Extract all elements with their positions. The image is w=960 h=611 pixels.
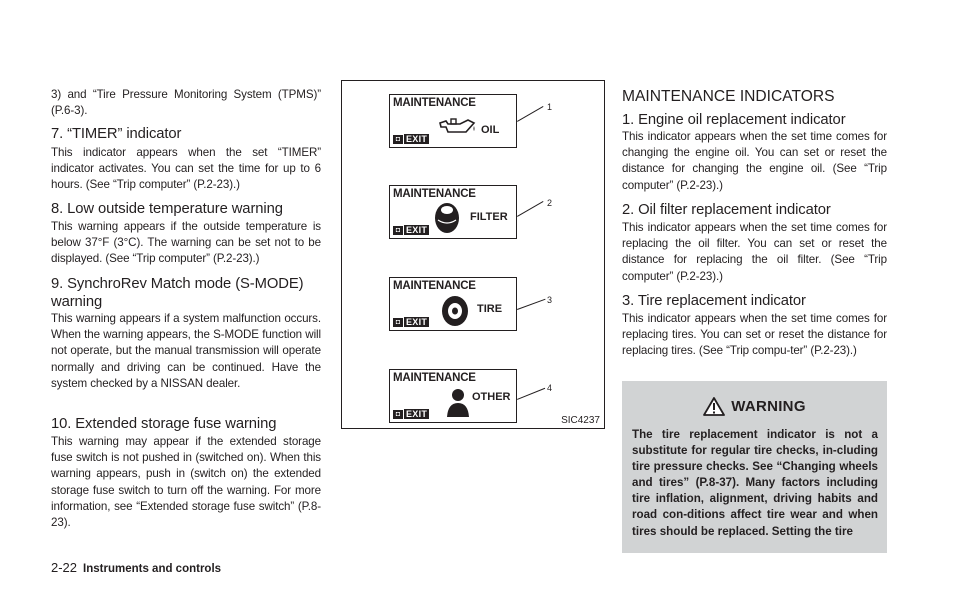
intro-paragraph: 3) and “Tire Pressure Monitoring System (TPMS)” (P.6-3). [51, 88, 321, 118]
lcd-label-tire: TIRE [477, 303, 503, 315]
exit-icon: ◘ [393, 135, 403, 144]
section-name: Instruments and controls [83, 563, 222, 575]
lcd-title: MAINTENANCE [393, 372, 476, 384]
lcd-title: MAINTENANCE [393, 188, 476, 200]
exit-icon: ◘ [393, 226, 403, 235]
warning-title: WARNING [731, 397, 806, 415]
page-footer [51, 560, 221, 575]
exit-icon: ◘ [393, 318, 403, 327]
oil-can-icon [438, 115, 478, 137]
lcd-panel-filter [389, 185, 517, 239]
exit-indicator: ◘ EXIT [393, 409, 429, 419]
exit-icon: ◘ [393, 410, 403, 419]
lcd-panel-tire [389, 277, 517, 331]
warning-header [622, 394, 887, 418]
paragraph-fuse: This warning may appear if the extended storage fuse switch is not pushed in (switched on). When this warning appears, push in (switch on) the extended storage fuse switch to turn off the warning. For more information, see “Extended storage fuse switch” (P.8-23). [51, 435, 321, 530]
section-heading: MAINTENANCE INDICATORS [622, 88, 835, 105]
maintenance-display-figure [341, 80, 605, 429]
warning-box [622, 381, 887, 553]
heading-oil-filter: 2. Oil filter replacement indicator [622, 202, 831, 218]
heading-low-temp: 8. Low outside temperature warning [51, 201, 283, 217]
paragraph-tire: This indicator appears when the set time comes for replacing tires. You can set or reset the distance for replacing tires. (See “Trip compu-ter” (P.2-23).) [622, 312, 887, 358]
paragraph-engine-oil: This indicator appears when the set time comes for changing the engine oil. You can set or reset the distance for changing the engine oil. (See “Trip computer” (P.2-23).) [622, 130, 887, 192]
callout-3: 3 [547, 295, 553, 305]
heading-s-mode: 9. SynchroRev Match mode (S-MODE) warning [51, 276, 304, 310]
page-number: 2-22 [51, 560, 78, 575]
callout-2: 2 [547, 198, 553, 208]
lcd-panel-oil [389, 94, 517, 148]
oil-filter-icon [432, 200, 462, 236]
callout-1: 1 [547, 102, 553, 112]
heading-engine-oil: 1. Engine oil replacement indicator [622, 112, 846, 128]
lcd-title: MAINTENANCE [393, 280, 476, 292]
exit-indicator: ◘ EXIT [393, 317, 429, 327]
callout-4: 4 [547, 383, 553, 393]
heading-tire: 3. Tire replacement indicator [622, 293, 806, 309]
paragraph-s-mode: This warning appears if a system malfunction occurs. When the warning appears, the S-MODE function will not operate, but the manual transmission will operate normally and driving can be continued. Have the system checked by a NISSAN dealer. [51, 312, 321, 390]
paragraph-low-temp: This warning appears if the outside temperature is below 37°F (3°C). The warning can be set not to be displayed. (See “Trip computer” (P.2-23).) [51, 220, 321, 266]
lcd-label-filter: FILTER [470, 211, 508, 223]
figure-code: SIC4237 [561, 415, 600, 426]
person-icon [445, 387, 471, 419]
warning-triangle-icon [703, 397, 725, 416]
exit-indicator: ◘ EXIT [393, 225, 429, 235]
exit-indicator: ◘ EXIT [393, 134, 429, 144]
paragraph-oil-filter: This indicator appears when the set time comes for replacing the oil filter. You can set or reset the distance for replacing the oil filter. (See “Trip computer” (P.2-23).) [622, 221, 887, 283]
warning-text: The tire replacement indicator is not a substitute for regular tire checks, in-cluding tire pressure checks. See “Changing wheels and tires” (P.8-37). Many factors including tire inflation, alignment, driving habits and road con-ditions affect tire wear and when tires should be replaced. Setting the tire [632, 428, 878, 538]
lcd-panel-other [389, 369, 517, 423]
tire-icon [440, 295, 470, 327]
lcd-label-oil: OIL [481, 124, 500, 136]
lcd-label-other: OTHER [472, 391, 511, 403]
paragraph-timer: This indicator appears when the set “TIMER” indicator activates. You can set the time for up to 6 hours. (See “Trip computer” (P.2-23).) [51, 146, 321, 192]
lcd-title: MAINTENANCE [393, 97, 476, 109]
heading-fuse: 10. Extended storage fuse warning [51, 416, 277, 432]
heading-timer: 7. “TIMER” indicator [51, 126, 182, 142]
